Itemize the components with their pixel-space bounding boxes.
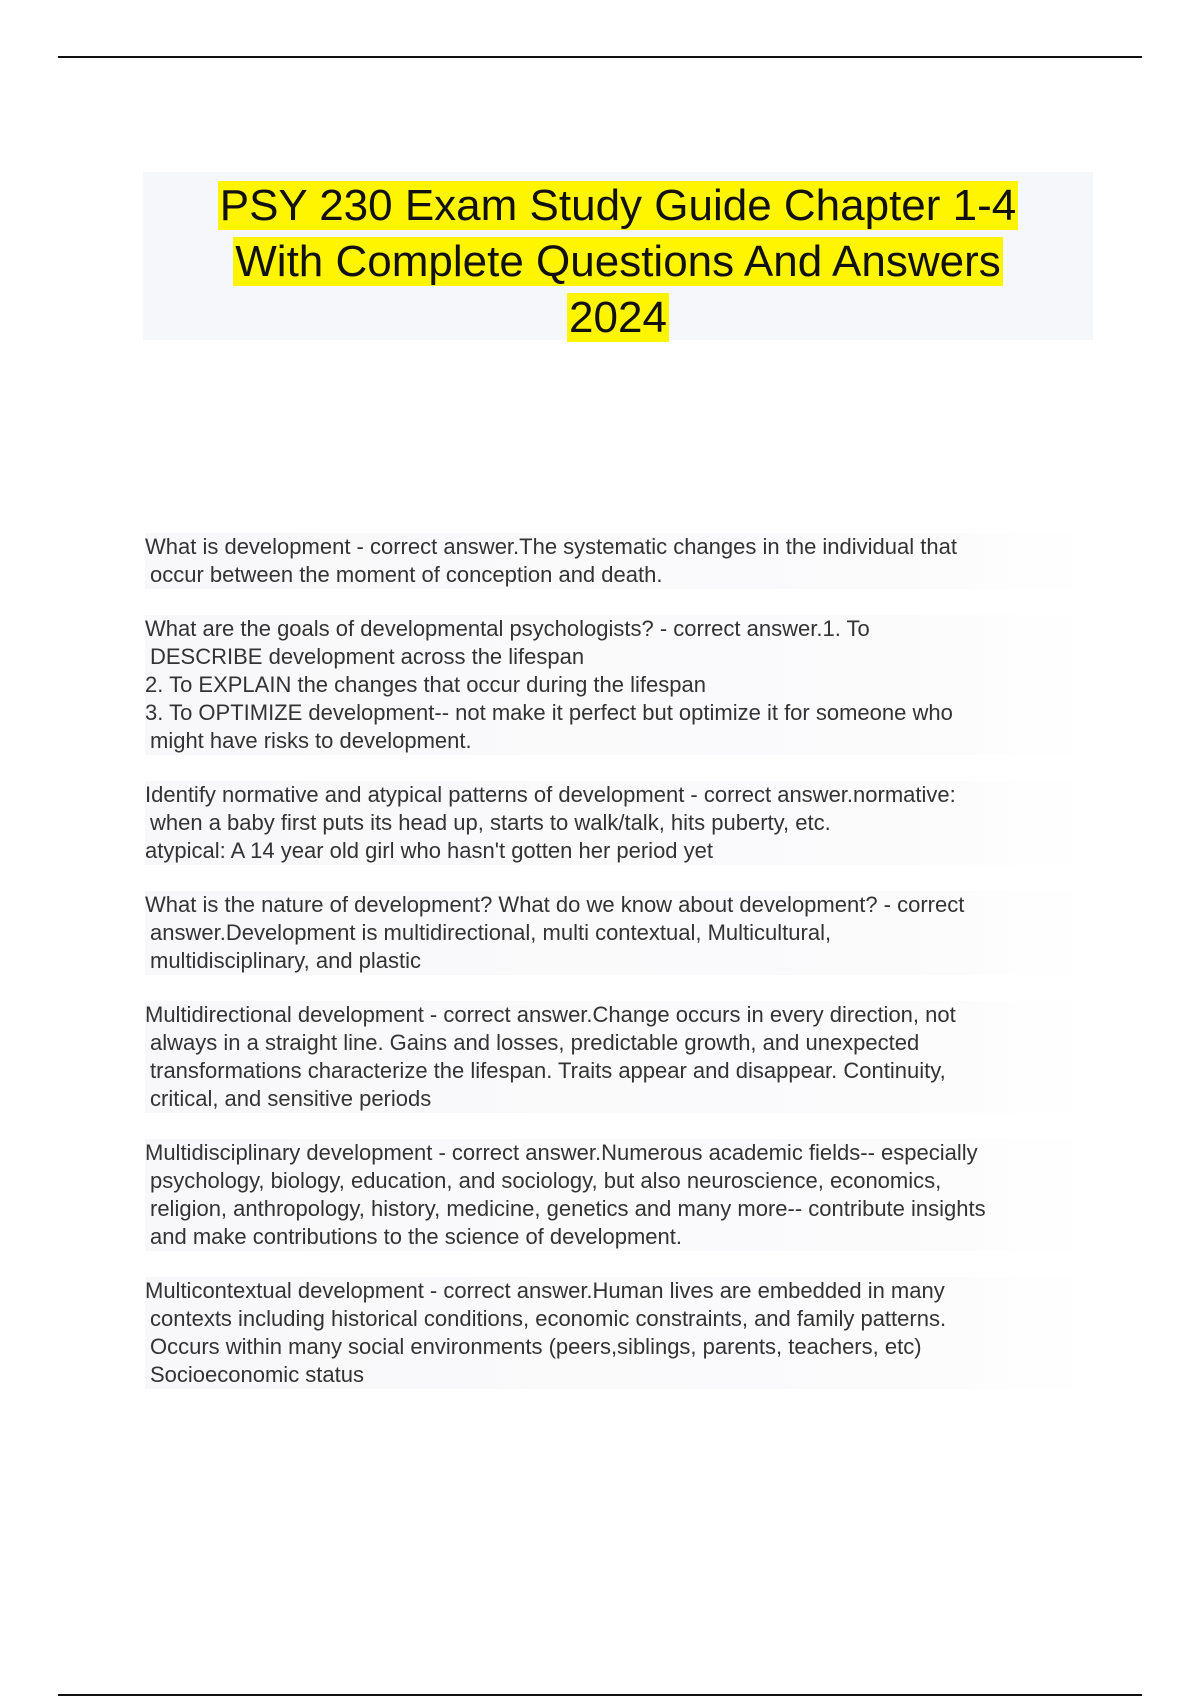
title-line: 2024 [569,293,667,342]
header-rule [58,56,1142,58]
qa-line: What is development - correct answer.The systematic changes in the individual that [145,534,957,559]
footer-rule [58,1694,1142,1696]
qa-entry [145,1139,1090,1251]
qa-line: DESCRIBE development across the lifespan [150,644,585,669]
qa-line: transformations characterize the lifespan. Traits appear and disappear. Continuity, [150,1058,946,1083]
qa-list [145,533,1090,1415]
qa-entry [145,1277,1090,1389]
qa-line: Identify normative and atypical patterns of development - correct answer.normative: [145,782,956,807]
qa-line: contexts including historical conditions, economic constraints, and family patterns. [150,1306,947,1331]
qa-line: atypical: A 14 year old girl who hasn't gotten her period yet [145,838,713,863]
qa-line: Socioeconomic status [150,1362,364,1387]
qa-line: What is the nature of development? What do we know about development? - correct [145,892,965,917]
qa-line: critical, and sensitive periods [150,1086,432,1111]
document-title [143,178,1093,346]
qa-entry [145,781,1090,865]
qa-line: Multidirectional development - correct answer.Change occurs in every direction, not [145,1002,956,1027]
qa-line: occur between the moment of conception and death. [150,562,663,587]
qa-line: answer.Development is multidirectional, multi contextual, Multicultural, [150,920,832,945]
qa-entry [145,533,1090,589]
qa-line: 2. To EXPLAIN the changes that occur during the lifespan [145,672,706,697]
qa-line: psychology, biology, education, and sociology, but also neuroscience, economics, [150,1168,942,1193]
qa-line: and make contributions to the science of development. [150,1224,682,1249]
qa-line: religion, anthropology, history, medicine, genetics and many more-- contribute insights [150,1196,986,1221]
qa-line: multidisciplinary, and plastic [150,948,422,973]
title-line: With Complete Questions And Answers [235,237,1001,286]
qa-line: might have risks to development. [150,728,472,753]
title-line: PSY 230 Exam Study Guide Chapter 1-4 [219,181,1017,230]
qa-entry [145,615,1090,755]
qa-entry [145,891,1090,975]
qa-line: Multicontextual development - correct answer.Human lives are embedded in many [145,1278,945,1303]
qa-line: What are the goals of developmental psychologists? - correct answer.1. To [145,616,870,641]
title-box [143,172,1093,340]
qa-entry [145,1001,1090,1113]
qa-line: always in a straight line. Gains and losses, predictable growth, and unexpected [150,1030,920,1055]
qa-line: 3. To OPTIMIZE development-- not make it perfect but optimize it for someone who [145,700,953,725]
qa-line: when a baby first puts its head up, starts to walk/talk, hits puberty, etc. [150,810,831,835]
qa-line: Occurs within many social environments (peers,siblings, parents, teachers, etc) [150,1334,922,1359]
qa-line: Multidisciplinary development - correct answer.Numerous academic fields-- especially [145,1140,978,1165]
